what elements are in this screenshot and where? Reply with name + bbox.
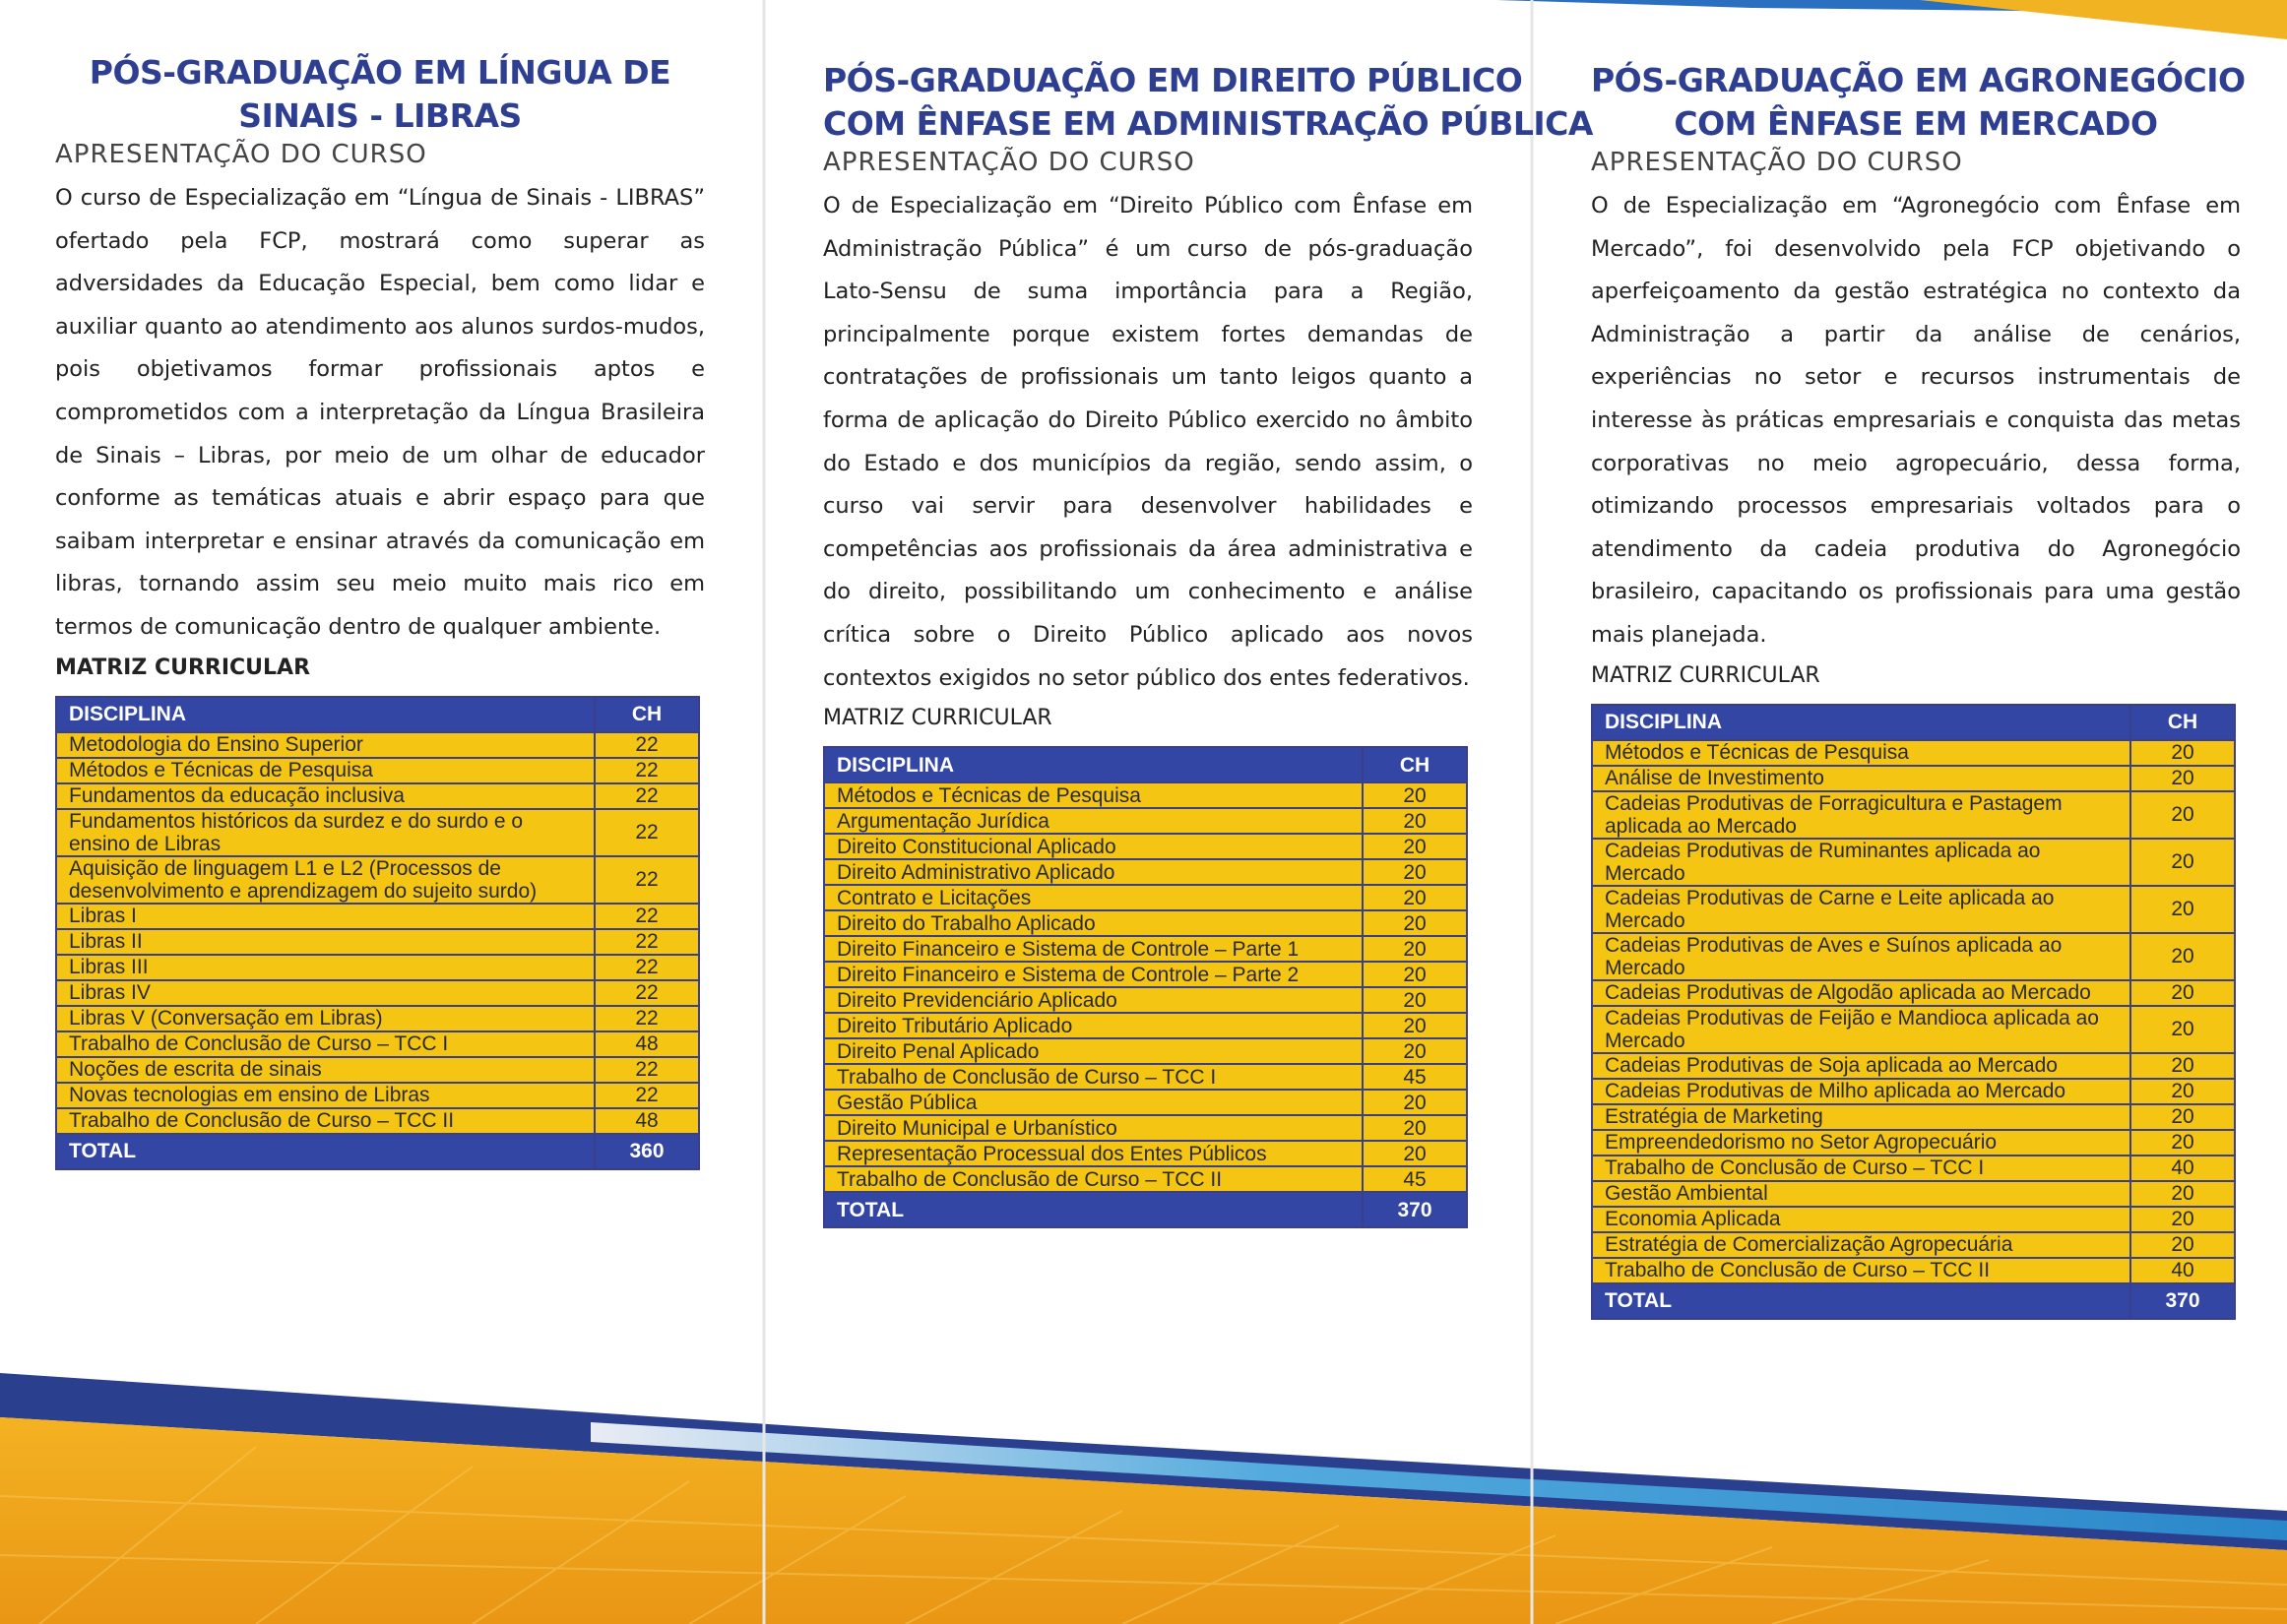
discipline-cell: Libras V (Conversação em Libras)	[56, 1006, 595, 1031]
table-row	[56, 732, 699, 758]
discipline-cell: Direito Constitucional Aplicado	[824, 834, 1363, 859]
course-title: PÓS-GRADUAÇÃO EM LÍNGUA DE SINAIS - LIBRAS	[89, 53, 671, 135]
table-row	[1592, 1156, 2235, 1181]
discipline-cell: Direito Administrativo Aplicado	[824, 859, 1363, 885]
discipline-cell: Direito Financeiro e Sistema de Controle – Parte 2	[824, 962, 1363, 987]
hours-cell: 20	[2130, 1053, 2235, 1079]
table-row	[1592, 1181, 2235, 1207]
course-description: O curso de Especialização em “Língua de Sinais - LIBRAS” ofertado pela FCP, mostrará como superar as adversidades da Educação Especial, bem como lidar e auxiliar quanto ao atendimento aos alunos surdos-mudos, pois objetivamos formar profissionais aptos e comprometidos com a interpretação da Língua Brasileira de Sinais – Libras, por meio de um olhar de educador conforme as temáticas atuais e abrir espaço para que saibam interpretar e ensinar através da comunicação em libras, tornando assim seu meio muito mais rico em termos de comunicação dentro de qualquer ambiente.	[55, 185, 705, 640]
discipline-cell: Representação Processual dos Entes Públicos	[824, 1141, 1363, 1166]
total-label: TOTAL	[56, 1134, 595, 1169]
hours-cell: 20	[2130, 1104, 2235, 1130]
table-row	[1592, 740, 2235, 766]
table-row	[56, 783, 699, 809]
hours-column-header: CH	[595, 697, 699, 732]
hours-cell: 48	[595, 1031, 699, 1057]
discipline-cell: Libras III	[56, 955, 595, 980]
hours-cell: 22	[595, 980, 699, 1006]
course-presentation-heading: APRESENTAÇÃO DO CURSO	[1591, 148, 1963, 177]
hours-cell: 22	[595, 1006, 699, 1031]
hours-cell: 20	[2130, 791, 2235, 839]
table-row	[56, 904, 699, 929]
discipline-cell: Cadeias Produtivas de Carne e Leite aplicada ao Mercado	[1592, 886, 2130, 933]
discipline-cell: Direito Tributário Aplicado	[824, 1013, 1363, 1038]
total-label: TOTAL	[1592, 1283, 2130, 1319]
hours-cell: 22	[595, 904, 699, 929]
discipline-cell: Cadeias Produtivas de Aves e Suínos aplicada ao Mercado	[1592, 933, 2130, 980]
curriculum-rows	[824, 782, 1467, 1192]
curriculum-table	[1591, 704, 2236, 1320]
course-description: O de Especialização em “Agronegócio com Ênfase em Mercado”, foi desenvolvido pela FCP objetivando o aperfeiçoamento da gestão estratégica no contexto da Administração a partir da análise de cenários, experiências no setor e recursos instrumentais de interesse às práticas empresariais e conquista das metas corporativas no meio agropecuário, dessa forma, otimizando processos empresariais voltados para o atendimento da cadeia produtiva do Agronegócio brasileiro, capacitando os profissionais para uma gestão mais planejada.	[1591, 193, 2241, 648]
hours-cell: 20	[2130, 1006, 2235, 1053]
table-row	[824, 782, 1467, 808]
course-description: O de Especialização em “Direito Público com Ênfase em Administração Pública” é um curso de pós-graduação Lato-Sensu de suma importância para a Região, principalmente porque existem fortes demandas de contratações de profissionais um tanto leigos quanto a forma de aplicação do Direito Público exercido no âmbito do Estado e dos municípios da região, sendo assim, o curso vai servir para desenvolver habilidades e competências aos profissionais da área administrativa e do direito, possibilitando um conhecimento e análise crítica sobre o Direito Público aplicado aos novos contextos exigidos no setor público dos entes federativos.	[823, 193, 1473, 691]
table-row	[56, 1057, 699, 1083]
table-row	[56, 929, 699, 955]
discipline-cell: Empreendedorismo no Setor Agropecuário	[1592, 1130, 2130, 1156]
discipline-cell: Cadeias Produtivas de Soja aplicada ao Mercado	[1592, 1053, 2130, 1079]
discipline-column-header: DISCIPLINA	[56, 697, 595, 732]
hours-cell: 20	[2130, 1181, 2235, 1207]
hours-cell: 20	[1363, 1038, 1467, 1064]
total-hours: 370	[2130, 1283, 2235, 1319]
curriculum-rows	[1592, 740, 2235, 1283]
table-row	[1592, 839, 2235, 886]
curriculum-heading: MATRIZ CURRICULAR	[55, 655, 311, 680]
hours-cell: 20	[1363, 1013, 1467, 1038]
hours-cell: 20	[2130, 886, 2235, 933]
discipline-column-header: DISCIPLINA	[1592, 705, 2130, 740]
total-hours: 370	[1363, 1192, 1467, 1227]
hours-cell: 22	[595, 929, 699, 955]
table-row	[824, 1038, 1467, 1064]
hours-cell: 40	[2130, 1156, 2235, 1181]
hours-cell: 20	[2130, 839, 2235, 886]
total-hours: 360	[595, 1134, 699, 1169]
discipline-cell: Libras I	[56, 904, 595, 929]
table-row	[824, 859, 1467, 885]
hours-cell: 45	[1363, 1064, 1467, 1090]
course-title: PÓS-GRADUAÇÃO EM DIREITO PÚBLICO COM ÊNFASE EM ADMINISTRAÇÃO PÚBLICA	[823, 61, 1593, 143]
discipline-cell: Novas tecnologias em ensino de Libras	[56, 1083, 595, 1108]
hours-column-header: CH	[2130, 705, 2235, 740]
discipline-cell: Libras II	[56, 929, 595, 955]
hours-cell: 20	[1363, 859, 1467, 885]
discipline-cell: Noções de escrita de sinais	[56, 1057, 595, 1083]
discipline-cell: Trabalho de Conclusão de Curso – TCC I	[1592, 1156, 2130, 1181]
table-row	[56, 1083, 699, 1108]
table-row	[824, 987, 1467, 1013]
table-row	[824, 1141, 1467, 1166]
discipline-cell: Métodos e Técnicas de Pesquisa	[1592, 740, 2130, 766]
hours-cell: 20	[1363, 834, 1467, 859]
discipline-cell: Contrato e Licitações	[824, 885, 1363, 910]
discipline-cell: Direito do Trabalho Aplicado	[824, 910, 1363, 936]
table-row	[1592, 886, 2235, 933]
discipline-cell: Argumentação Jurídica	[824, 808, 1363, 834]
curriculum-heading: MATRIZ CURRICULAR	[1591, 662, 1820, 688]
hours-cell: 40	[2130, 1258, 2235, 1283]
table-row	[824, 1166, 1467, 1192]
hours-column-header: CH	[1363, 747, 1467, 782]
discipline-cell: Cadeias Produtivas de Forragicultura e Pastagem aplicada ao Mercado	[1592, 791, 2130, 839]
hours-cell: 20	[1363, 885, 1467, 910]
course-presentation-heading: APRESENTAÇÃO DO CURSO	[55, 140, 427, 169]
table-row	[56, 980, 699, 1006]
discipline-cell: Aquisição de linguagem L1 e L2 (Processos de desenvolvimento e aprendizagem do sujeito surdo)	[56, 856, 595, 904]
total-row	[56, 1134, 699, 1169]
hours-cell: 20	[1363, 936, 1467, 962]
discipline-cell: Economia Aplicada	[1592, 1207, 2130, 1232]
table-row	[824, 808, 1467, 834]
table-row	[1592, 1079, 2235, 1104]
table-row	[824, 910, 1467, 936]
hours-cell: 20	[1363, 808, 1467, 834]
course-panel-libras	[55, 51, 705, 1170]
discipline-cell: Direito Financeiro e Sistema de Controle – Parte 1	[824, 936, 1363, 962]
discipline-cell: Trabalho de Conclusão de Curso – TCC I	[56, 1031, 595, 1057]
table-row	[56, 758, 699, 783]
hours-cell: 22	[595, 1083, 699, 1108]
hours-cell: 20	[2130, 933, 2235, 980]
total-row	[1592, 1283, 2235, 1319]
table-row	[1592, 1130, 2235, 1156]
hours-cell: 22	[595, 732, 699, 758]
hours-cell: 45	[1363, 1166, 1467, 1192]
hours-cell: 20	[2130, 1130, 2235, 1156]
discipline-cell: Trabalho de Conclusão de Curso – TCC II	[56, 1108, 595, 1134]
curriculum-table	[55, 696, 700, 1170]
table-row	[1592, 1104, 2235, 1130]
discipline-cell: Métodos e Técnicas de Pesquisa	[824, 782, 1363, 808]
table-row	[824, 1013, 1467, 1038]
total-row	[824, 1192, 1467, 1227]
hours-cell: 20	[1363, 962, 1467, 987]
table-row	[1592, 766, 2235, 791]
hours-cell: 20	[2130, 1232, 2235, 1258]
hours-cell: 20	[1363, 1141, 1467, 1166]
discipline-cell: Métodos e Técnicas de Pesquisa	[56, 758, 595, 783]
table-row	[824, 1064, 1467, 1090]
curriculum-table	[823, 746, 1468, 1228]
hours-cell: 22	[595, 758, 699, 783]
hours-cell: 20	[2130, 766, 2235, 791]
table-row	[1592, 933, 2235, 980]
discipline-cell: Cadeias Produtivas de Algodão aplicada ao Mercado	[1592, 980, 2130, 1006]
table-row	[1592, 1053, 2235, 1079]
table-row	[824, 1090, 1467, 1115]
table-row	[1592, 980, 2235, 1006]
hours-cell: 22	[595, 809, 699, 856]
table-row	[1592, 1207, 2235, 1232]
hours-cell: 20	[2130, 1079, 2235, 1104]
hours-cell: 22	[595, 1057, 699, 1083]
table-row	[56, 1108, 699, 1134]
discipline-cell: Direito Previdenciário Aplicado	[824, 987, 1363, 1013]
discipline-cell: Trabalho de Conclusão de Curso – TCC II	[1592, 1258, 2130, 1283]
discipline-cell: Estratégia de Comercialização Agropecuária	[1592, 1232, 2130, 1258]
discipline-cell: Trabalho de Conclusão de Curso – TCC I	[824, 1064, 1363, 1090]
discipline-cell: Gestão Ambiental	[1592, 1181, 2130, 1207]
table-header-row	[56, 697, 699, 732]
course-title: PÓS-GRADUAÇÃO EM AGRONEGÓCIO COM ÊNFASE EM MERCADO	[1591, 61, 2246, 143]
table-row	[824, 885, 1467, 910]
hours-cell: 20	[2130, 1207, 2235, 1232]
hours-cell: 20	[1363, 1115, 1467, 1141]
table-row	[56, 809, 699, 856]
total-label: TOTAL	[824, 1192, 1363, 1227]
hours-cell: 20	[1363, 1090, 1467, 1115]
hours-cell: 20	[1363, 987, 1467, 1013]
discipline-cell: Fundamentos históricos da surdez e do surdo e o ensino de Libras	[56, 809, 595, 856]
discipline-cell: Estratégia de Marketing	[1592, 1104, 2130, 1130]
course-panel-agronegocio	[1591, 59, 2246, 1320]
table-row	[1592, 1258, 2235, 1283]
discipline-cell: Cadeias Produtivas de Ruminantes aplicada ao Mercado	[1592, 839, 2130, 886]
discipline-column-header: DISCIPLINA	[824, 747, 1363, 782]
table-row	[56, 1006, 699, 1031]
discipline-cell: Cadeias Produtivas de Milho aplicada ao Mercado	[1592, 1079, 2130, 1104]
hours-cell: 20	[1363, 910, 1467, 936]
hours-cell: 22	[595, 783, 699, 809]
table-row	[824, 962, 1467, 987]
table-header-row	[824, 747, 1467, 782]
hours-cell: 20	[2130, 980, 2235, 1006]
discipline-cell: Trabalho de Conclusão de Curso – TCC II	[824, 1166, 1363, 1192]
table-row	[1592, 1232, 2235, 1258]
discipline-cell: Gestão Pública	[824, 1090, 1363, 1115]
table-row	[824, 834, 1467, 859]
hours-cell: 22	[595, 856, 699, 904]
table-row	[1592, 791, 2235, 839]
discipline-cell: Fundamentos da educação inclusiva	[56, 783, 595, 809]
hours-cell: 48	[595, 1108, 699, 1134]
discipline-cell: Direito Penal Aplicado	[824, 1038, 1363, 1064]
table-row	[56, 856, 699, 904]
course-panel-direito-publico	[823, 59, 1593, 1228]
table-row	[56, 1031, 699, 1057]
table-row	[824, 936, 1467, 962]
curriculum-heading: MATRIZ CURRICULAR	[823, 706, 1052, 731]
table-header-row	[1592, 705, 2235, 740]
discipline-cell: Direito Municipal e Urbanístico	[824, 1115, 1363, 1141]
discipline-cell: Cadeias Produtivas de Feijão e Mandioca aplicada ao Mercado	[1592, 1006, 2130, 1053]
discipline-cell: Metodologia do Ensino Superior	[56, 732, 595, 758]
hours-cell: 22	[595, 955, 699, 980]
hours-cell: 20	[1363, 782, 1467, 808]
curriculum-rows	[56, 732, 699, 1134]
discipline-cell: Libras IV	[56, 980, 595, 1006]
discipline-cell: Análise de Investimento	[1592, 766, 2130, 791]
hours-cell: 20	[2130, 740, 2235, 766]
table-row	[824, 1115, 1467, 1141]
table-row	[56, 955, 699, 980]
course-presentation-heading: APRESENTAÇÃO DO CURSO	[823, 148, 1195, 177]
table-row	[1592, 1006, 2235, 1053]
